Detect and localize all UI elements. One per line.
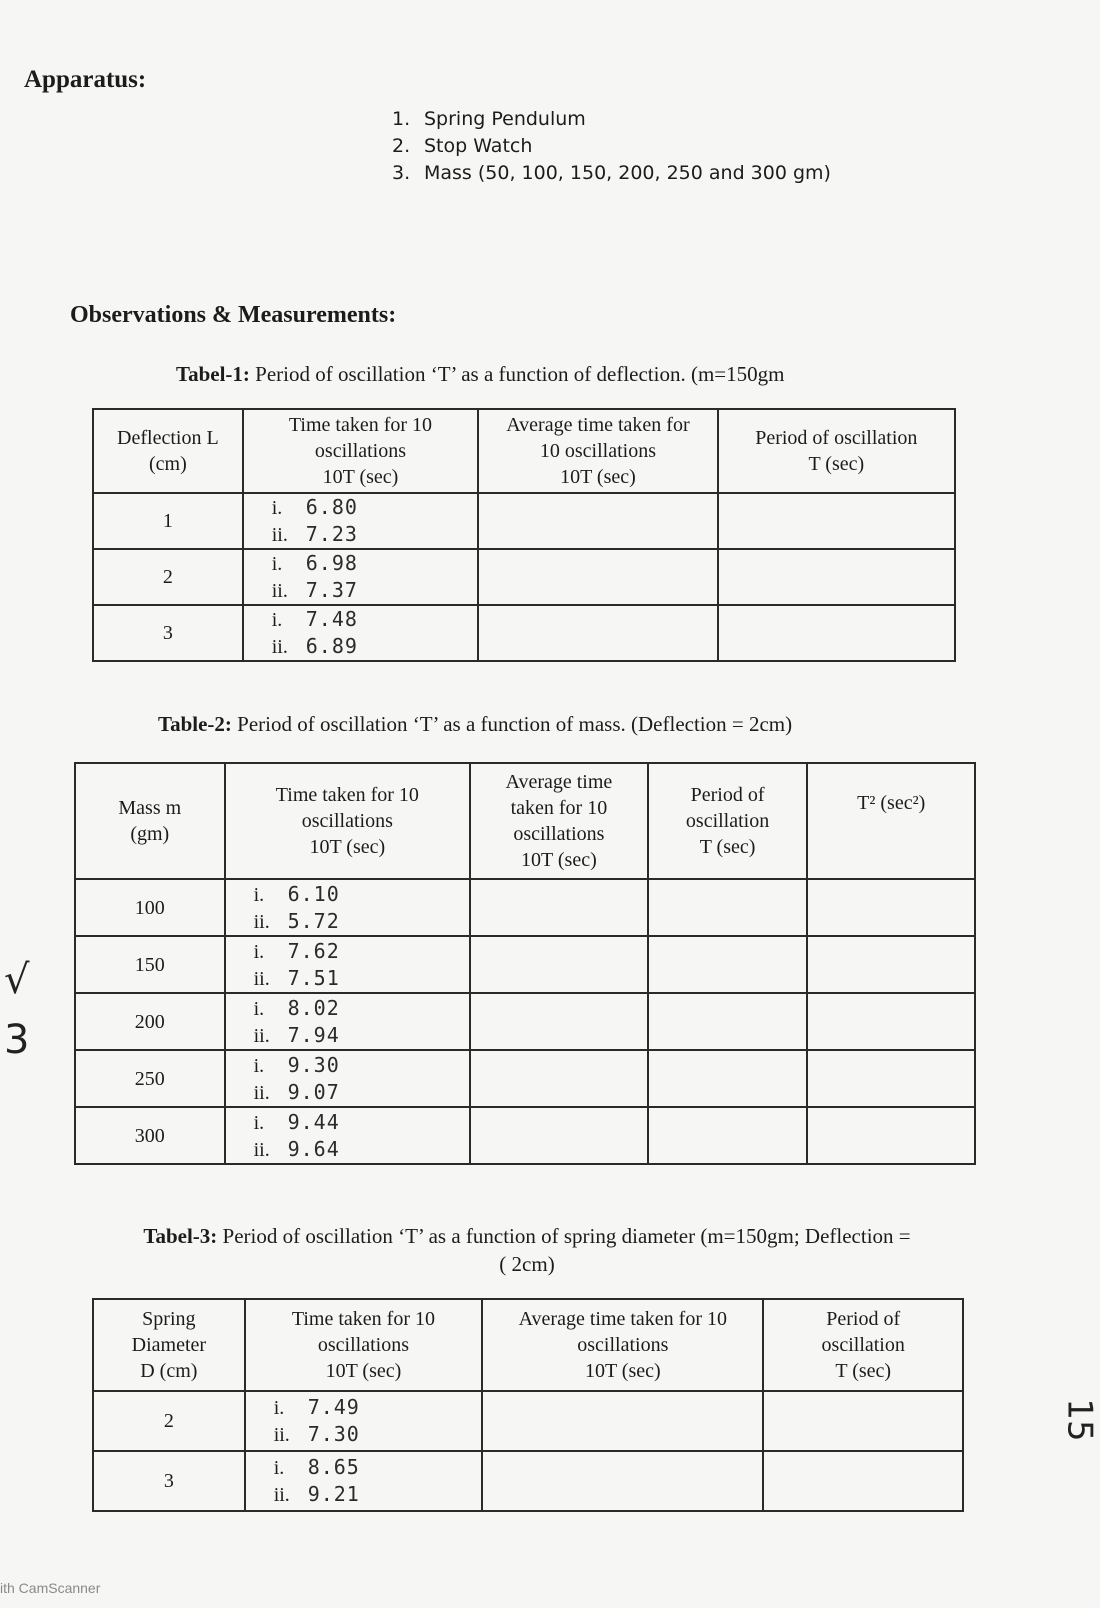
- empty-cell: [478, 493, 717, 549]
- time-cell: i. 7.62 ii. 7.51: [225, 936, 470, 993]
- empty-cell: [718, 549, 955, 605]
- time-cell: i. 6.80 ii. 7.23: [243, 493, 479, 549]
- empty-cell: [482, 1391, 763, 1451]
- table2-header-average: Average time taken for 10 oscillations 10T (sec): [470, 763, 648, 879]
- table2: [74, 762, 976, 1165]
- empty-cell: [648, 879, 808, 936]
- table1-header-average: Average time taken for 10 oscillations 10T (sec): [478, 409, 717, 493]
- table2-header-mass: Mass m (gm): [75, 763, 225, 879]
- apparatus-item: 2. Stop Watch: [392, 135, 533, 157]
- row-label: 1: [93, 493, 243, 549]
- empty-cell: [648, 1107, 808, 1164]
- table1-header-period: Period of oscillation T (sec): [718, 409, 955, 493]
- row-label: 200: [75, 993, 225, 1050]
- row-label: 250: [75, 1050, 225, 1107]
- empty-cell: [807, 936, 975, 993]
- empty-cell: [648, 1050, 808, 1107]
- empty-cell: [478, 605, 717, 661]
- table1-header-row: [93, 409, 955, 493]
- table3-header-diameter: Spring Diameter D (cm): [93, 1299, 245, 1391]
- empty-cell: [763, 1451, 963, 1511]
- empty-cell: [470, 936, 648, 993]
- empty-cell: [482, 1451, 763, 1511]
- apparatus-heading: Apparatus:: [24, 66, 147, 93]
- empty-cell: [807, 1107, 975, 1164]
- table3-header-time: Time taken for 10 oscillations 10T (sec): [245, 1299, 483, 1391]
- row-label: 2: [93, 549, 243, 605]
- table-row: [75, 1107, 975, 1164]
- table2-header-t-squared: T² (sec²): [807, 763, 975, 879]
- row-label: 150: [75, 936, 225, 993]
- table-row: [93, 549, 955, 605]
- empty-cell: [807, 1050, 975, 1107]
- empty-cell: [807, 879, 975, 936]
- time-cell: i. 8.02 ii. 7.94: [225, 993, 470, 1050]
- time-cell: i. 6.98 ii. 7.37: [243, 549, 479, 605]
- time-cell: i. 7.49 ii. 7.30: [245, 1391, 483, 1451]
- empty-cell: [470, 993, 648, 1050]
- empty-cell: [648, 936, 808, 993]
- empty-cell: [718, 493, 955, 549]
- table-row: [93, 1391, 963, 1451]
- table1: [92, 408, 956, 662]
- empty-cell: [648, 993, 808, 1050]
- row-label: 100: [75, 879, 225, 936]
- row-label: 3: [93, 605, 243, 661]
- time-cell: i. 7.48 ii. 6.89: [243, 605, 479, 661]
- empty-cell: [478, 549, 717, 605]
- table2-caption: Table-2: Period of oscillation ‘T’ as a function of mass. (Deflection = 2cm): [158, 712, 793, 736]
- table2-header-row: [75, 763, 975, 879]
- empty-cell: [763, 1391, 963, 1451]
- empty-cell: [807, 993, 975, 1050]
- empty-cell: [718, 605, 955, 661]
- row-label: 300: [75, 1107, 225, 1164]
- observations-heading: Observations & Measurements:: [70, 302, 397, 328]
- table3-header-row: [93, 1299, 963, 1391]
- table-row: [93, 1451, 963, 1511]
- time-cell: i. 9.44 ii. 9.64: [225, 1107, 470, 1164]
- table3: [92, 1298, 964, 1512]
- table-row: [75, 879, 975, 936]
- scanner-watermark: ith CamScanner: [0, 1580, 101, 1596]
- table1-header-time: Time taken for 10 oscillations 10T (sec): [243, 409, 479, 493]
- table-row: [75, 936, 975, 993]
- empty-cell: [470, 1107, 648, 1164]
- time-cell: i. 6.10 ii. 5.72: [225, 879, 470, 936]
- time-cell: i. 8.65 ii. 9.21: [245, 1451, 483, 1511]
- table3-caption: Tabel-3: Period of oscillation ‘T’ as a function of spring diameter (m=150gm; Deflection = ( 2cm): [143, 1224, 911, 1276]
- table2-header-time: Time taken for 10 oscillations 10T (sec): [225, 763, 470, 879]
- apparatus-item: 3. Mass (50, 100, 150, 200, 250 and 300 gm): [392, 162, 831, 184]
- table3-header-average: Average time taken for 10 oscillations 10T (sec): [482, 1299, 763, 1391]
- handwritten-margin-mark: √ 3: [4, 957, 30, 1063]
- table-row: [93, 605, 955, 661]
- apparatus-list: [392, 106, 831, 187]
- empty-cell: [470, 879, 648, 936]
- table1-header-deflection: Deflection L (cm): [93, 409, 243, 493]
- time-cell: i. 9.30 ii. 9.07: [225, 1050, 470, 1107]
- table-row: [75, 1050, 975, 1107]
- table-row: [75, 993, 975, 1050]
- empty-cell: [470, 1050, 648, 1107]
- table3-header-period: Period of oscillation T (sec): [763, 1299, 963, 1391]
- apparatus-item: 1. Spring Pendulum: [392, 108, 586, 130]
- table1-caption: Tabel-1: Period of oscillation ‘T’ as a function of deflection. (m=150gm: [176, 362, 785, 386]
- row-label: 2: [93, 1391, 245, 1451]
- handwritten-page-number: 15: [1059, 1398, 1100, 1442]
- table-row: [93, 493, 955, 549]
- row-label: 3: [93, 1451, 245, 1511]
- table2-header-period: Period of oscillation T (sec): [648, 763, 808, 879]
